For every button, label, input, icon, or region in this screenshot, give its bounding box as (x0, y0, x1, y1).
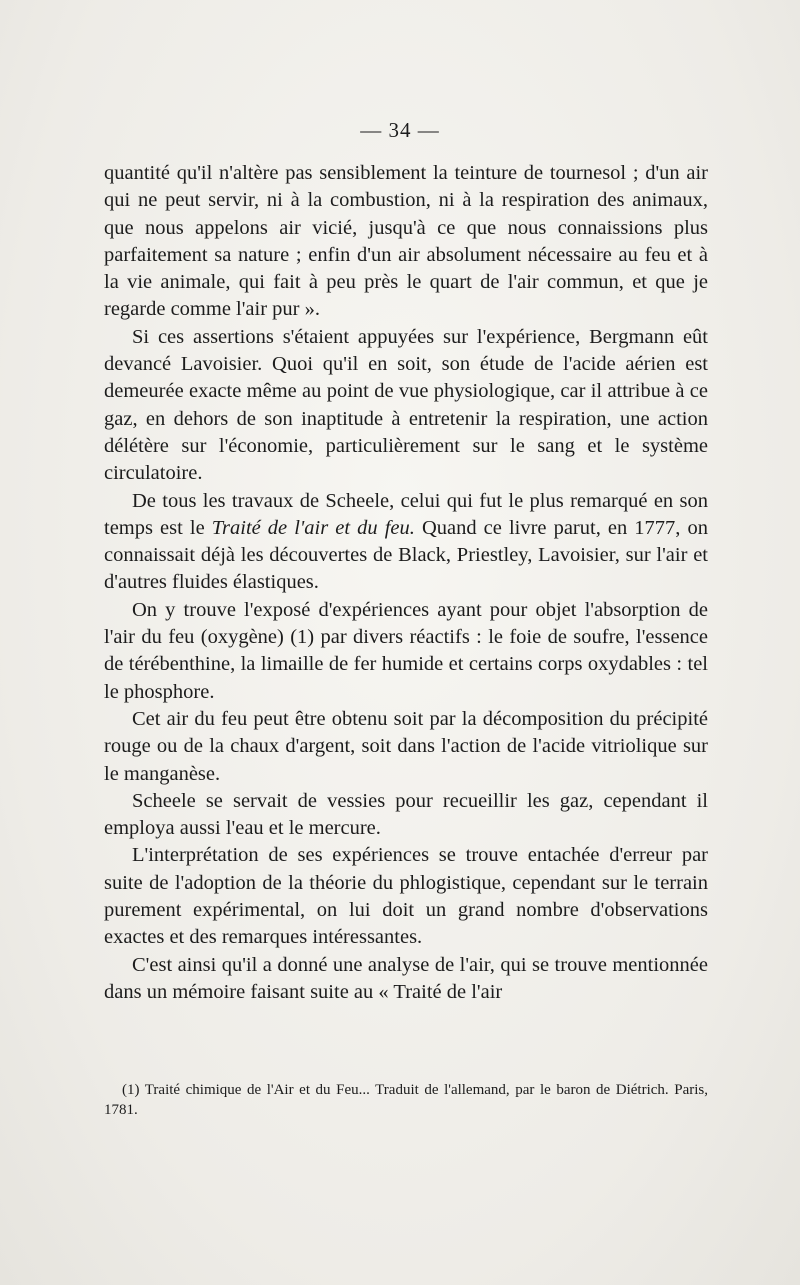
paragraph-6: Scheele se servait de vessies pour recueillir les gaz, cependant il employa aussi l'eau et le mercure. (104, 789, 708, 840)
book-title-italic: Traité de l'air et du feu. (211, 516, 415, 539)
paragraph-7: L'interprétation de ses expériences se trouve entachée d'erreur par suite de l'adoption de la théorie du phlogistique, cependant sur le terrain purement expérimental, on lui doit un grand nombre d'observations exactes et des remarques intéressantes. (104, 844, 708, 949)
paragraph-5: Cet air du feu peut être obtenu soit par la décomposition du précipité rouge ou de la chaux d'argent, soit dans l'action de l'acide vitriolique sur le manganèse. (104, 707, 708, 785)
footnote-text: (1) Traité chimique de l'Air et du Feu... Traduit de l'allemand, par le baron de Diétrich. Paris, 1781. (104, 1082, 708, 1118)
paragraph-4: On y trouve l'exposé d'expériences ayant pour objet l'absorption de l'air du feu (oxygène) (1) par divers réactifs : le foie de soufre, l'essence de térébenthine, la limaille de fer humide et certains corps oxydables : tel le phosphore. (104, 598, 708, 703)
paragraph-2: Si ces assertions s'étaient appuyées sur l'expérience, Bergmann eût devancé Lavoisier. Quoi qu'il en soit, son étude de l'acide aérien est demeurée exacte même au point de vue physiologique, car il attribue à ce gaz, en dehors de son inaptitude à entretenir la respiration, une action délétère sur l'économie, particulièrement sur le sang et le système circulatoire. (104, 325, 708, 485)
page-number: — 34 — (360, 118, 440, 142)
body-text (104, 160, 708, 1006)
paragraph-8: C'est ainsi qu'il a donné une analyse de l'air, qui se trouve mentionnée dans un mémoire faisant suite au « Traité de l'air (104, 953, 708, 1003)
footnote (104, 1080, 708, 1120)
paragraph-1: quantité qu'il n'altère pas sensiblement la teinture de tournesol ; d'un air qui ne peut servir, ni à la combustion, ni à la respiration des animaux, que nous appelons air vicié, jusqu'à ce que nous connaissions plus parfaitement sa nature ; enfin d'un air absolument nécessaire au feu et à la vie animale, qui fait à peu près le quart de l'air commun, et que je regarde comme l'air pur ». (104, 162, 708, 321)
paragraph-3-before: De tous les travaux de Scheele, celui qui fut le plus remarqué en son temps est le (104, 489, 708, 539)
paragraph-3-after: Quand ce livre parut, en 1777, on connaissait déjà les découvertes de Black, Priestley, Lavoisier, sur l'air et d'autres fluides élastiques. (104, 516, 708, 594)
paragraph-3 (104, 488, 708, 597)
